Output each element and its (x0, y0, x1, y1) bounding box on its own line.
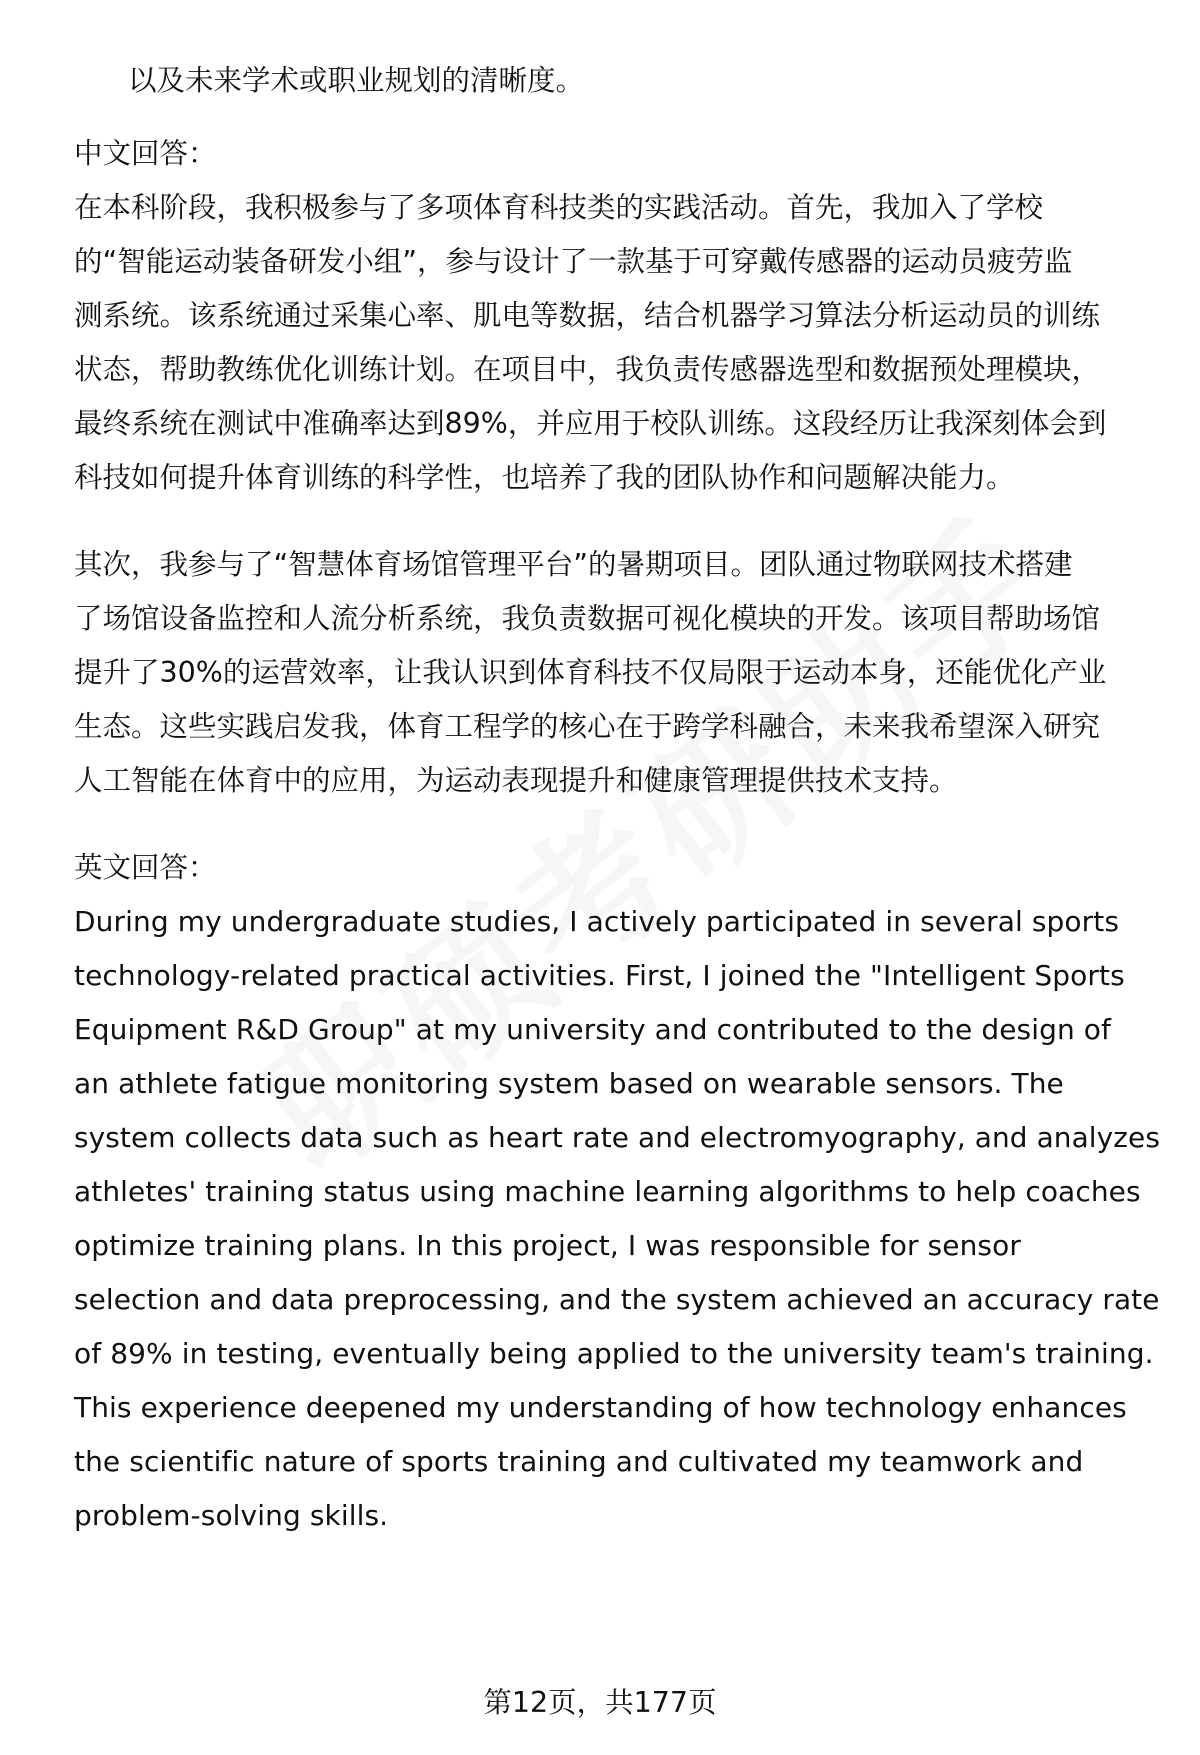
paragraph-line: selection and data preprocessing, and the system achieved an accuracy rate (74, 1283, 1160, 1316)
paragraph-line: 人工智能在体育中的应用，为运动表现提升和健康管理提供技术支持。 (74, 764, 958, 797)
paragraph-line: 状态，帮助教练优化训练计划。在项目中，我负责传感器选型和数据预处理模块， (74, 353, 1101, 386)
paragraph-line: athletes' training status using machine learning algorithms to help coaches (74, 1175, 1141, 1208)
paragraph-line: This experience deepened my understanding of how technology enhances (74, 1391, 1127, 1424)
paragraph-line: 测系统。该系统通过采集心率、肌电等数据，结合机器学习算法分析运动员的训练 (74, 299, 1101, 332)
paragraph-line: optimize training plans. In this project, I was responsible for sensor (74, 1229, 1021, 1262)
paragraph-line: problem-solving skills. (74, 1499, 389, 1532)
paragraph-line: 最终系统在测试中准确率达到89%，并应用于校队训练。这段经历让我深刻体会到 (74, 407, 1107, 440)
chinese-answer-heading: 中文回答： (74, 137, 217, 170)
paragraph-line: Equipment R&D Group" at my university and contributed to the design of (74, 1013, 1111, 1046)
paragraph-line: During my undergraduate studies, I actively participated in several sports (74, 905, 1120, 938)
paragraph-line: 科技如何提升体育训练的科学性，也培养了我的团队协作和问题解决能力。 (74, 461, 1015, 494)
page-number-footer: 第12页，共177页 (483, 1686, 717, 1719)
paragraph-line: 其次，我参与了“智慧体育场馆管理平台”的暑期项目。团队通过物联网技术搭建 (74, 548, 1073, 581)
paragraph-line: an athlete fatigue monitoring system based on wearable sensors. The (74, 1067, 1064, 1100)
paragraph-line: 提升了30%的运营效率，让我认识到体育科技不仅局限于运动本身，还能优化产业 (74, 656, 1107, 689)
intro-tail-line: 以及未来学术或职业规划的清晰度。 (128, 64, 585, 97)
paragraph-line: 的“智能运动装备研发小组”，参与设计了一款基于可穿戴传感器的运动员疲劳监 (74, 245, 1073, 278)
paragraph-line: 了场馆设备监控和人流分析系统，我负责数据可视化模块的开发。该项目帮助场馆 (74, 602, 1101, 635)
paragraph-line: the scientific nature of sports training and cultivated my teamwork and (74, 1445, 1084, 1478)
paragraph-line: 生态。这些实践启发我，体育工程学的核心在于跨学科融合，未来我希望深入研究 (74, 710, 1101, 743)
paragraph-line: of 89% in testing, eventually being applied to the university team's training. (74, 1337, 1154, 1370)
paragraph-line: 在本科阶段，我积极参与了多项体育科技类的实践活动。首先，我加入了学校 (74, 191, 1044, 224)
paragraph-line: technology-related practical activities. First, I joined the "Intelligent Sports (74, 959, 1125, 992)
paragraph-line: system collects data such as heart rate and electromyography, and analyzes (74, 1121, 1160, 1154)
english-answer-heading: 英文回答： (74, 851, 217, 884)
